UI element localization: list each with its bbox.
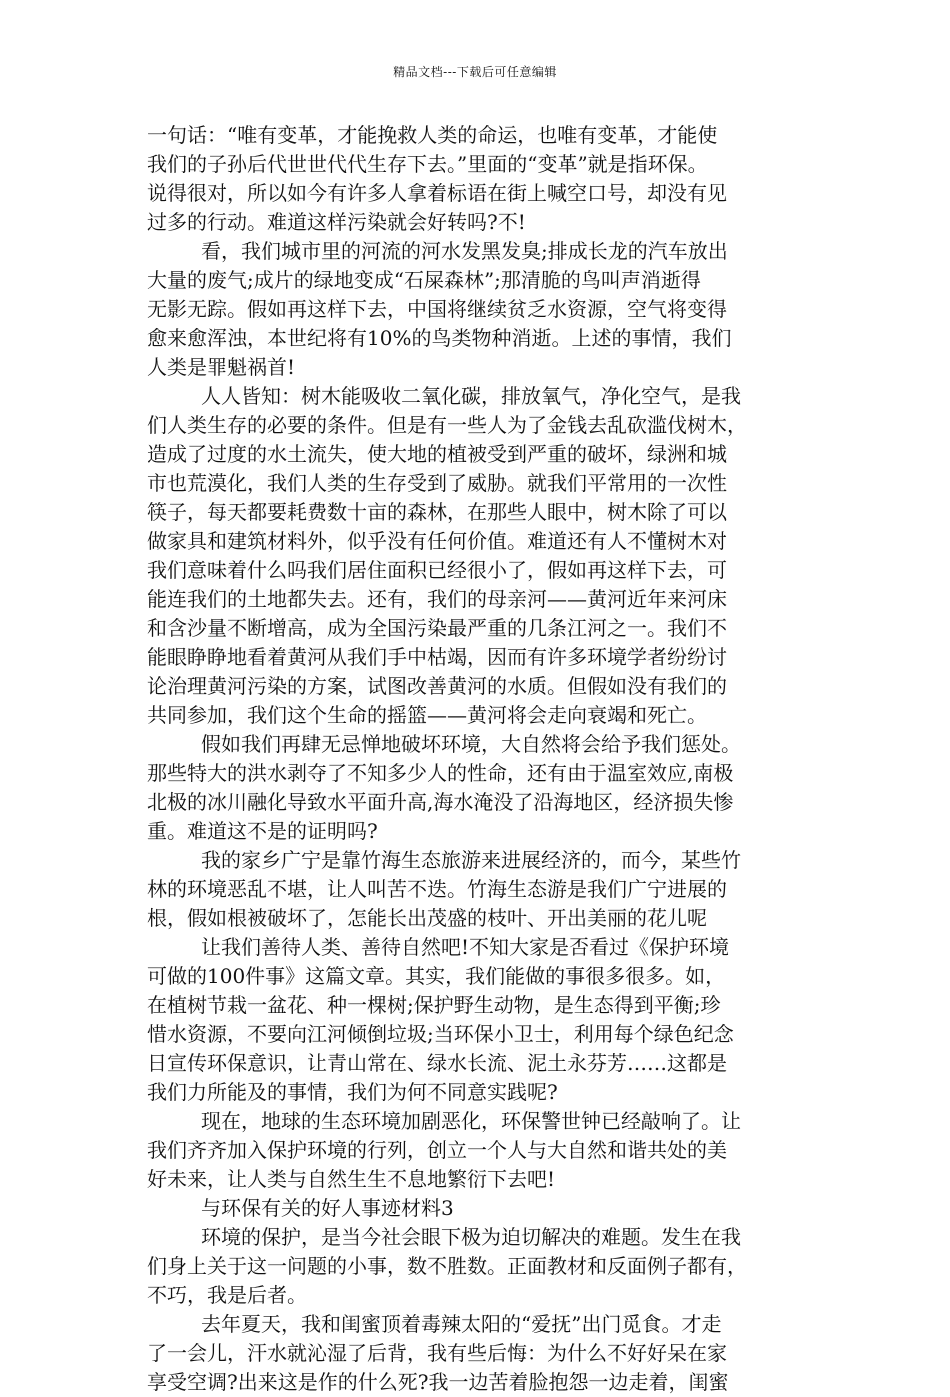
text-line: 无影无踪。假如再这样下去，中国将继续贫乏水资源，空气将变得	[147, 297, 727, 321]
text-line: 看，我们城市里的河流的河水发黑发臭;排成长龙的汽车放出	[201, 239, 728, 263]
text-line: 共同参加，我们这个生命的摇篮——黄河将会走向衰竭和死亡。	[147, 703, 707, 727]
text-line: 大量的废气;成片的绿地变成“石屎森林”;那清脆的鸟叫声消逝得	[147, 268, 701, 292]
text-line: 与环保有关的好人事迹材料3	[201, 1196, 454, 1220]
text-line: 假如我们再肆无忌惮地破坏环境，大自然将会给予我们惩处。	[201, 732, 741, 756]
text-line: 我们意味着什么吗我们居住面积已经很小了，假如再这样下去，可	[147, 558, 727, 582]
text-line: 人类是罪魁祸首!	[147, 355, 296, 379]
text-line: 人人皆知：树木能吸收二氧化碳，排放氧气，净化空气，是我	[201, 384, 741, 408]
text-line: 环境的保护，是当今社会眼下极为迫切解决的难题。发生在我	[201, 1225, 741, 1249]
text-line: 过多的行动。难道这样污染就会好转吗?不!	[147, 210, 526, 234]
text-line: 造成了过度的水土流失，使大地的植被受到严重的破坏，绿洲和城	[147, 442, 727, 466]
text-line: 享受空调?出来这是作的什么死?我一边苦着脸抱怨一边走着，闺蜜	[147, 1370, 729, 1394]
text-line: 做家具和建筑材料外，似乎没有任何价值。难道还有人不懂树木对	[147, 529, 727, 553]
text-line: 我们力所能及的事情，我们为何不同意实践呢?	[147, 1080, 558, 1104]
document-body	[147, 121, 827, 1397]
text-line: 在植树节栽一盆花、种一棵树;保护野生动物，是生态得到平衡;珍	[147, 993, 721, 1017]
text-line: 重。难道这不是的证明吗?	[147, 819, 378, 843]
text-line: 愈来愈浑浊，本世纪将有10%的鸟类物种消逝。上述的事情，我们	[147, 326, 732, 350]
text-line: 现在，地球的生态环境加剧恶化，环保警世钟已经敲响了。让	[201, 1109, 741, 1133]
text-line: 我们的子孙后代世世代代生存下去。”里面的“变革”就是指环保。	[147, 152, 708, 176]
text-line: 市也荒漠化，我们人类的生存受到了威胁。就我们平常用的一次性	[147, 471, 727, 495]
text-line: 可做的100件事》这篇文章。其实，我们能做的事很多很多。如，	[147, 964, 726, 988]
text-line: 林的环境恶乱不堪，让人叫苦不迭。竹海生态游是我们广宁进展的	[147, 877, 727, 901]
text-line: 一句话：“唯有变革，才能挽救人类的命运，也唯有变革，才能使	[147, 123, 718, 147]
text-line: 根，假如根被破坏了，怎能长出茂盛的枝叶、开出美丽的花儿呢	[147, 906, 707, 930]
text-line: 说得很对，所以如今有许多人拿着标语在街上喊空口号，却没有见	[147, 181, 727, 205]
text-line: 能连我们的土地都失去。还有，我们的母亲河——黄河近年来河床	[147, 587, 727, 611]
text-line: 日宣传环保意识，让青山常在、绿水长流、泥土永芬芳……这都是	[147, 1051, 727, 1075]
text-line: 和含沙量不断增高，成为全国污染最严重的几条江河之一。我们不	[147, 616, 727, 640]
text-line: 去年夏天，我和闺蜜顶着毒辣太阳的“爱抚”出门觅食。才走	[201, 1312, 722, 1336]
text-line: 北极的冰川融化导致水平面升高,海水淹没了沿海地区，经济损失惨	[147, 790, 734, 814]
text-line: 论治理黄河污染的方案，试图改善黄河的水质。但假如没有我们的	[147, 674, 727, 698]
text-line: 我的家乡广宁是靠竹海生态旅游来进展经济的，而今，某些竹	[201, 848, 741, 872]
text-line: 们身上关于这一问题的小事，数不胜数。正面教材和反面例子都有，	[147, 1254, 747, 1278]
text-line: 筷子，每天都要耗费数十亩的森林，在那些人眼中，树木除了可以	[147, 500, 727, 524]
text-line: 让我们善待人类、善待自然吧!不知大家是否看过《保护环境	[201, 935, 730, 959]
text-line: 惜水资源，不要向江河倾倒垃圾;当环保小卫士，利用每个绿色纪念	[147, 1022, 734, 1046]
text-line: 那些特大的洪水剥夺了不知多少人的性命，还有由于温室效应,南极	[147, 761, 734, 785]
text-line: 们人类生存的必要的条件。但是有一些人为了金钱去乱砍滥伐树木，	[147, 413, 747, 437]
text-line: 好未来，让人类与自然生生不息地繁衍下去吧!	[147, 1167, 556, 1191]
text-line: 我们齐齐加入保护环境的行列，创立一个人与大自然和谐共处的美	[147, 1138, 727, 1162]
page-header: 精品文档---下载后可任意编辑	[393, 65, 557, 79]
text-line: 能眼睁睁地看着黄河从我们手中枯竭，因而有许多环境学者纷纷讨	[147, 645, 727, 669]
text-line: 不巧，我是后者。	[147, 1283, 307, 1307]
text-line: 了一会儿，汗水就沁湿了后背，我有些后悔：为什么不好好呆在家	[147, 1341, 727, 1365]
